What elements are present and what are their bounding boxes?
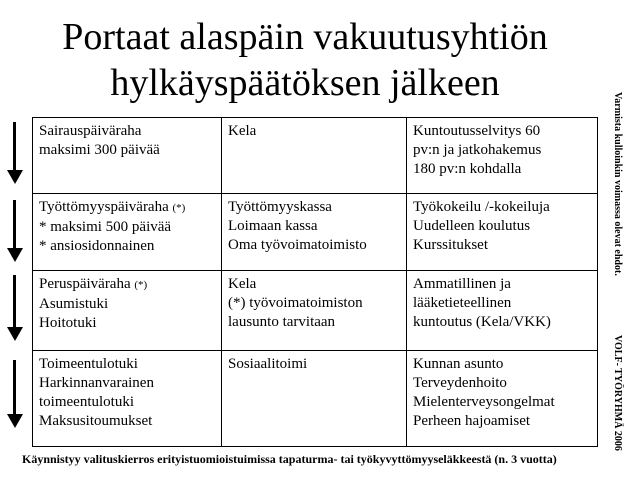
cell-line: Kunnan asunto <box>413 356 504 372</box>
cell-line: Sairauspäiväraha <box>39 123 142 139</box>
cell-line: Kela <box>228 123 257 139</box>
slide-title-line-1: Portaat alaspäin vakuutusyhtiön <box>62 16 548 58</box>
benefit-cell <box>33 194 222 271</box>
benefit-cell <box>33 351 222 447</box>
cell-line: kuntoutus (Kela/VKK) <box>413 314 551 330</box>
cell-line: * ansiosidonnainen <box>39 238 155 254</box>
side-note: Varmista kulloinkin voimassa olevat ehdot. <box>612 92 623 276</box>
action-cell <box>407 271 598 351</box>
cell-line: Toimeentulotuki <box>39 356 138 372</box>
provider-cell <box>222 194 407 271</box>
cell-line: Oma työvoimatoimisto <box>228 237 367 253</box>
cell-line: Kuntoutusselvitys 60 <box>413 123 541 139</box>
cell-line: Sosiaalitoimi <box>228 356 308 372</box>
cell-line <box>39 198 215 218</box>
cell-line: toimeentulotuki <box>39 394 134 410</box>
action-cell <box>407 118 598 194</box>
down-arrow-icon <box>8 275 22 343</box>
cell-line: Hoitotuki <box>39 315 97 331</box>
cell-text: Työttömyyspäiväraha <box>39 199 169 215</box>
note-marker: (*) <box>172 202 186 214</box>
table-row <box>33 118 598 194</box>
cell-line: Perheen hajoamiset <box>413 413 531 429</box>
cell-line: Uudelleen koulutus <box>413 218 531 234</box>
cell-text: Peruspäiväraha <box>39 276 131 292</box>
benefit-cell <box>33 118 222 194</box>
action-cell <box>407 351 598 447</box>
cell-line: Kela <box>228 276 257 292</box>
cell-line: maksimi 300 päivää <box>39 142 160 158</box>
down-arrow-icon <box>8 200 22 264</box>
side-credit: VOLF- TYÖRYHMÄ 2006 <box>612 335 623 451</box>
slide-title-line-2: hylkäyspäätöksen jälkeen <box>110 62 500 104</box>
cell-line: (*) työvoimatoimiston <box>228 295 363 311</box>
cell-line: Asumistuki <box>39 296 109 312</box>
cell-line: 180 pv:n kohdalla <box>413 161 522 177</box>
cell-line: lausunto tarvitaan <box>228 314 336 330</box>
cell-line: Maksusitoumukset <box>39 413 153 429</box>
benefit-cell <box>33 271 222 351</box>
action-cell <box>407 194 598 271</box>
cell-line: Ammatillinen ja <box>413 276 511 292</box>
cell-line: Mielenterveysongelmat <box>413 394 555 410</box>
provider-cell <box>222 271 407 351</box>
provider-cell <box>222 118 407 194</box>
cell-line: * maksimi 500 päivää <box>39 219 172 235</box>
provider-cell <box>222 351 407 447</box>
down-arrow-icon <box>8 122 22 186</box>
cell-line: pv:n ja jatkohakemus <box>413 142 542 158</box>
cell-line: Loimaan kassa <box>228 218 318 234</box>
cell-line <box>39 275 215 295</box>
cell-line: Terveydenhoito <box>413 375 507 391</box>
cell-line: Kurssitukset <box>413 237 488 253</box>
footer-note: Käynnistyy valituskierros erityistuomioistuimissa tapaturma- tai työkyvyttömyyseläkkeestä (n. 3 vuotta) <box>22 452 557 466</box>
steps-table <box>32 117 598 447</box>
table-row <box>33 271 598 351</box>
cell-line: Työkokeilu /-kokeiluja <box>413 199 550 215</box>
note-marker: (*) <box>134 279 148 291</box>
table-row <box>33 194 598 271</box>
cell-line: Harkinnanvarainen <box>39 375 154 391</box>
cell-line: lääketieteellinen <box>413 295 512 311</box>
down-arrow-icon <box>8 360 22 430</box>
table-row <box>33 351 598 447</box>
cell-line: Työttömyyskassa <box>228 199 332 215</box>
